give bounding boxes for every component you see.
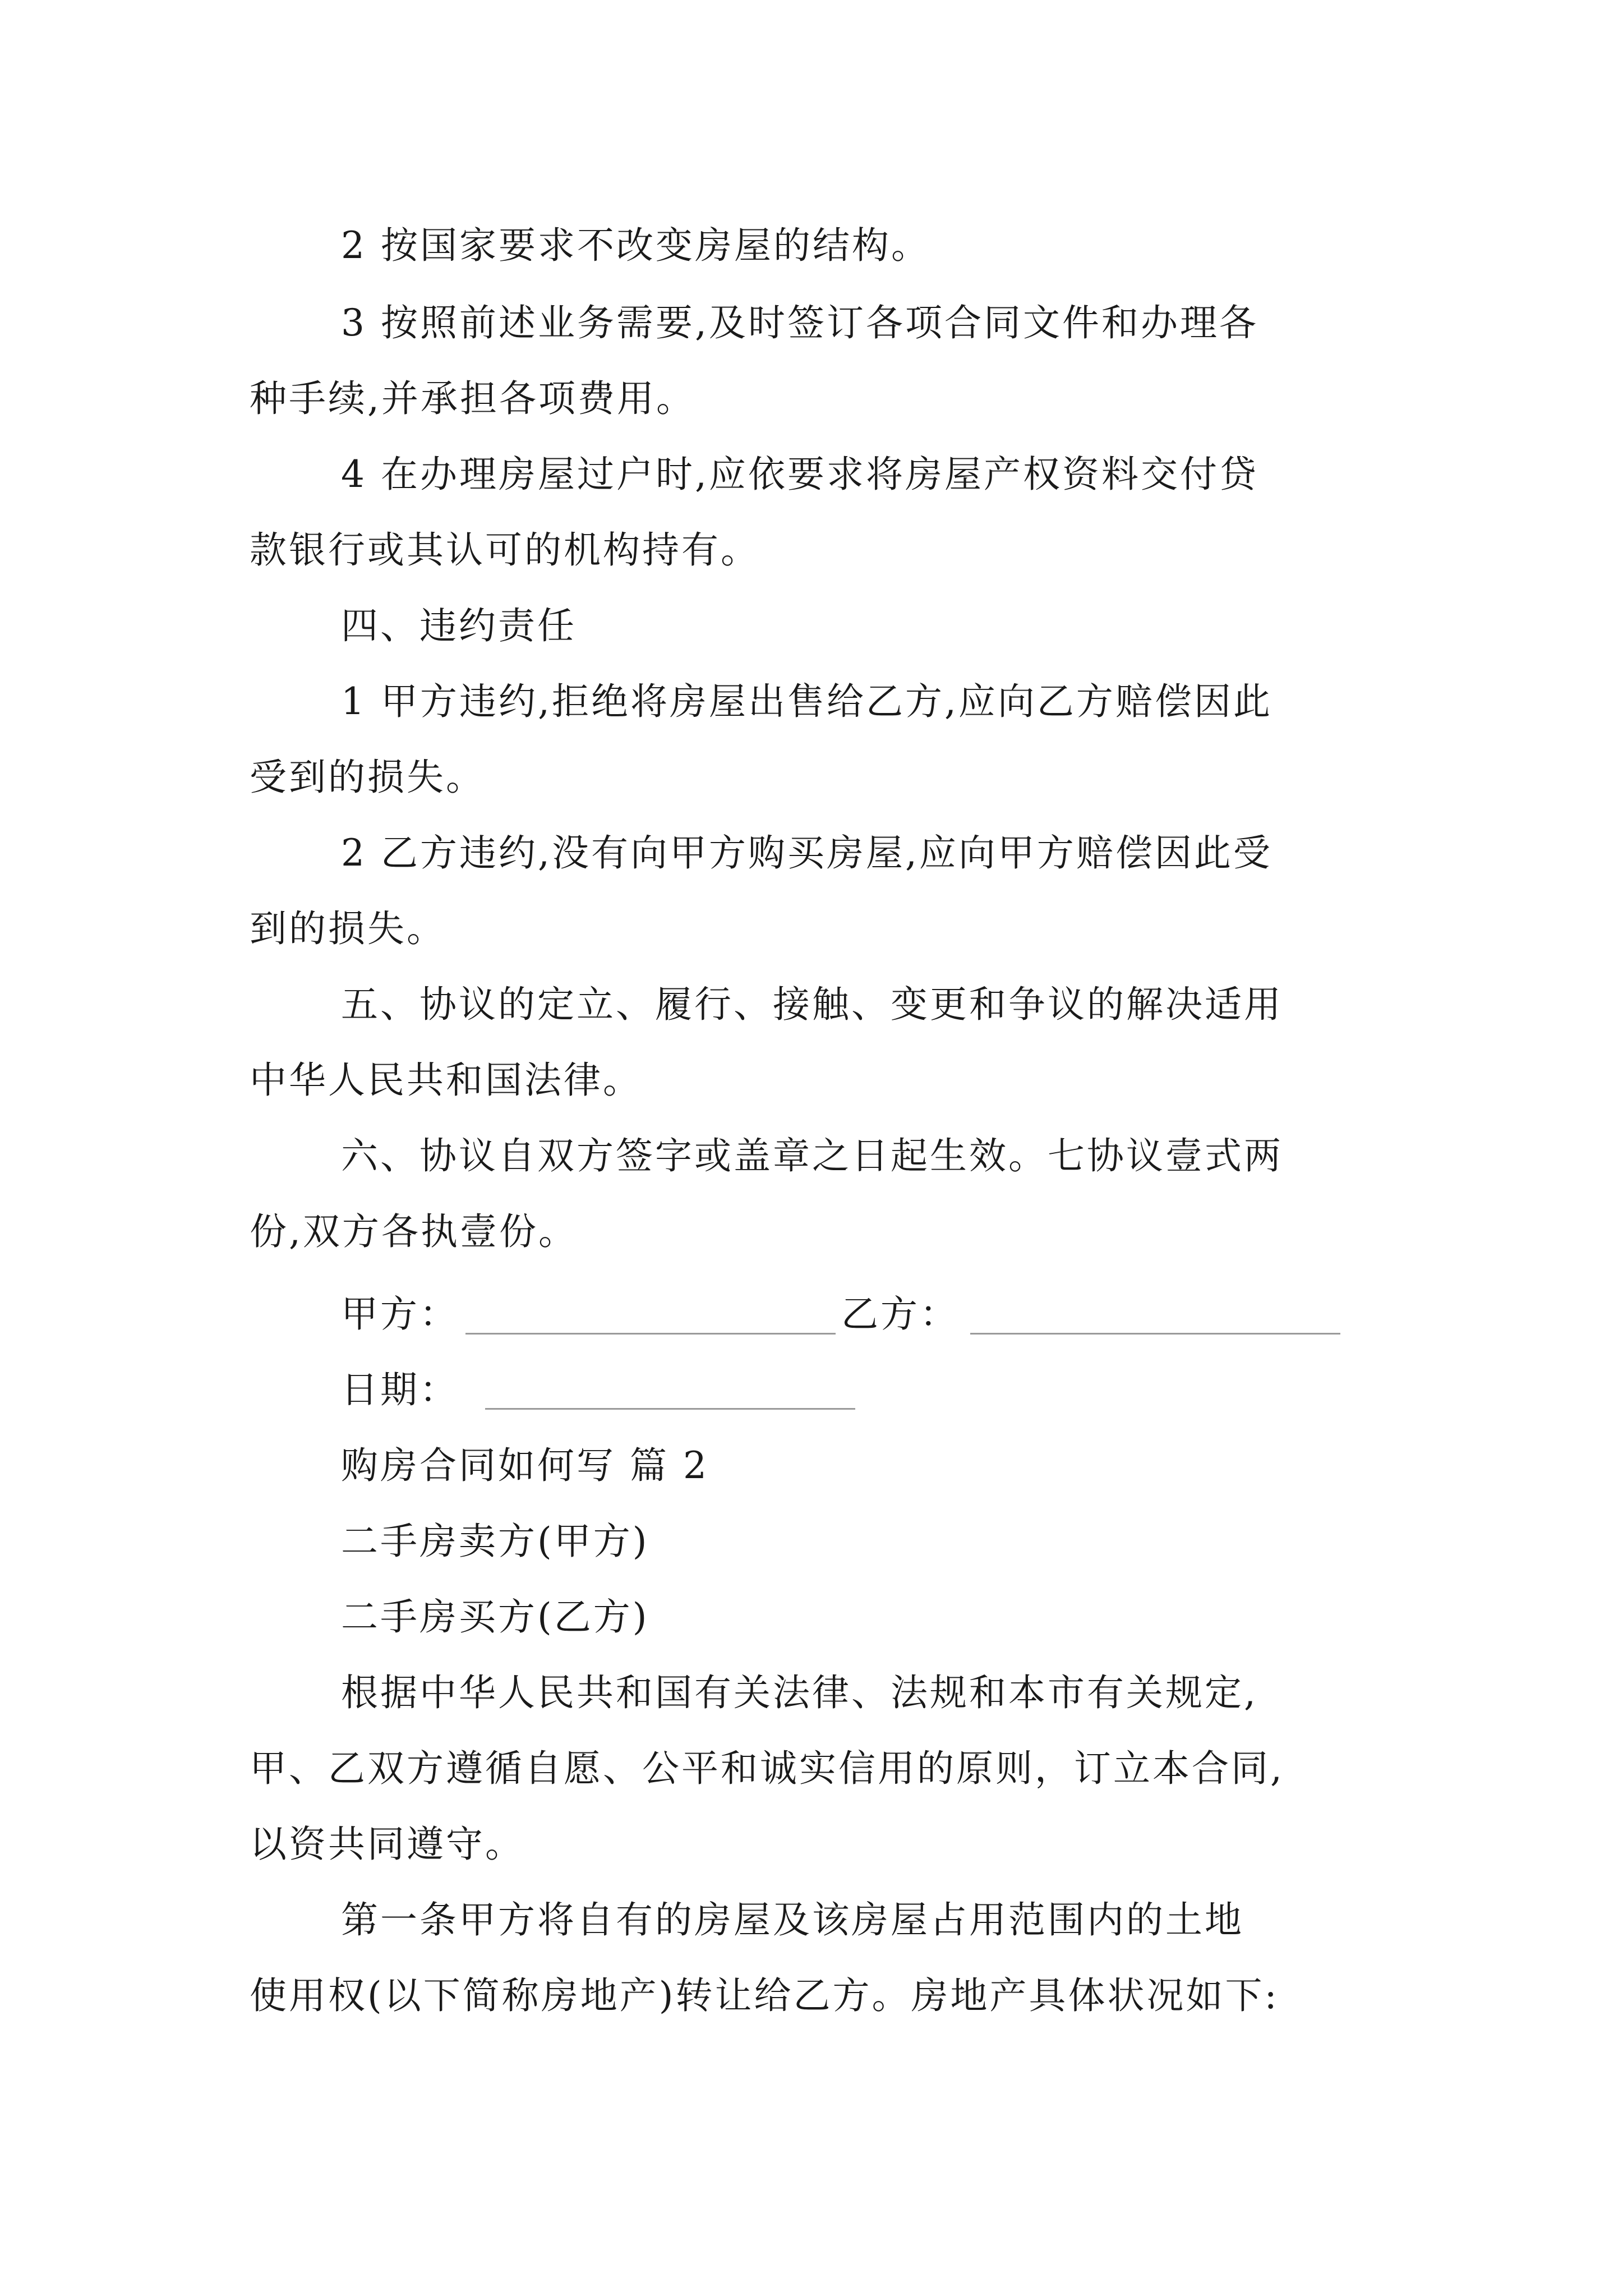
party-b-label: 乙方： [841,1292,959,1336]
paragraph-line: 五、协议的定立、履行、接触、变更和争议的解决适用 [341,983,1283,1026]
paragraph-line: 以资共同遵守。 [250,1823,524,1866]
paragraph-line: 4 在办理房屋过户时,应依要求将房屋产权资料交付贷 [341,453,1258,496]
seller-line: 二手房卖方(甲方) [341,1520,649,1563]
party-a-label: 甲方： [341,1292,459,1336]
buyer-line: 二手房买方(乙方) [341,1595,649,1639]
article-heading: 购房合同如何写 篇 2 [341,1444,709,1487]
paragraph-line: 甲、乙双方遵循自愿、公平和诚实信用的原则，订立本合同, [250,1747,1284,1790]
party-a-signature-line [465,1333,836,1335]
date-signature-line [485,1408,855,1410]
section-heading: 四、违约责任 [341,604,577,647]
paragraph-line: 使用权(以下简称房地产)转让给乙方。房地产具体状况如下: [250,1974,1279,2017]
date-label: 日期： [341,1368,459,1411]
paragraph-line: 根据中华人民共和国有关法律、法规和本市有关规定, [341,1671,1258,1714]
paragraph-line: 种手续,并承担各项费用。 [250,377,695,420]
paragraph-line: 中华人民共和国法律。 [250,1059,642,1102]
paragraph-line: 份,双方各执壹份。 [250,1210,578,1253]
paragraph-line: 3 按照前述业务需要,及时签订各项合同文件和办理各 [341,301,1258,344]
paragraph-line: 1 甲方违约,拒绝将房屋出售给乙方,应向乙方赔偿因此 [341,680,1272,723]
paragraph-line: 到的损失。 [250,907,446,950]
paragraph-line: 受到的损失。 [250,756,485,799]
party-b-signature-line [970,1333,1340,1335]
paragraph-line: 六、协议自双方签字或盖章之日起生效。七协议壹式两 [341,1134,1283,1177]
paragraph-line: 2 乙方违约,没有向甲方购买房屋,应向甲方赔偿因此受 [341,831,1272,875]
paragraph-line: 第一条甲方将自有的房屋及该房屋占用范围内的土地 [341,1898,1244,1941]
paragraph-line: 款银行或其认可的机构持有。 [250,528,760,572]
paragraph-line: 2 按国家要求不改变房屋的结构。 [341,224,930,267]
